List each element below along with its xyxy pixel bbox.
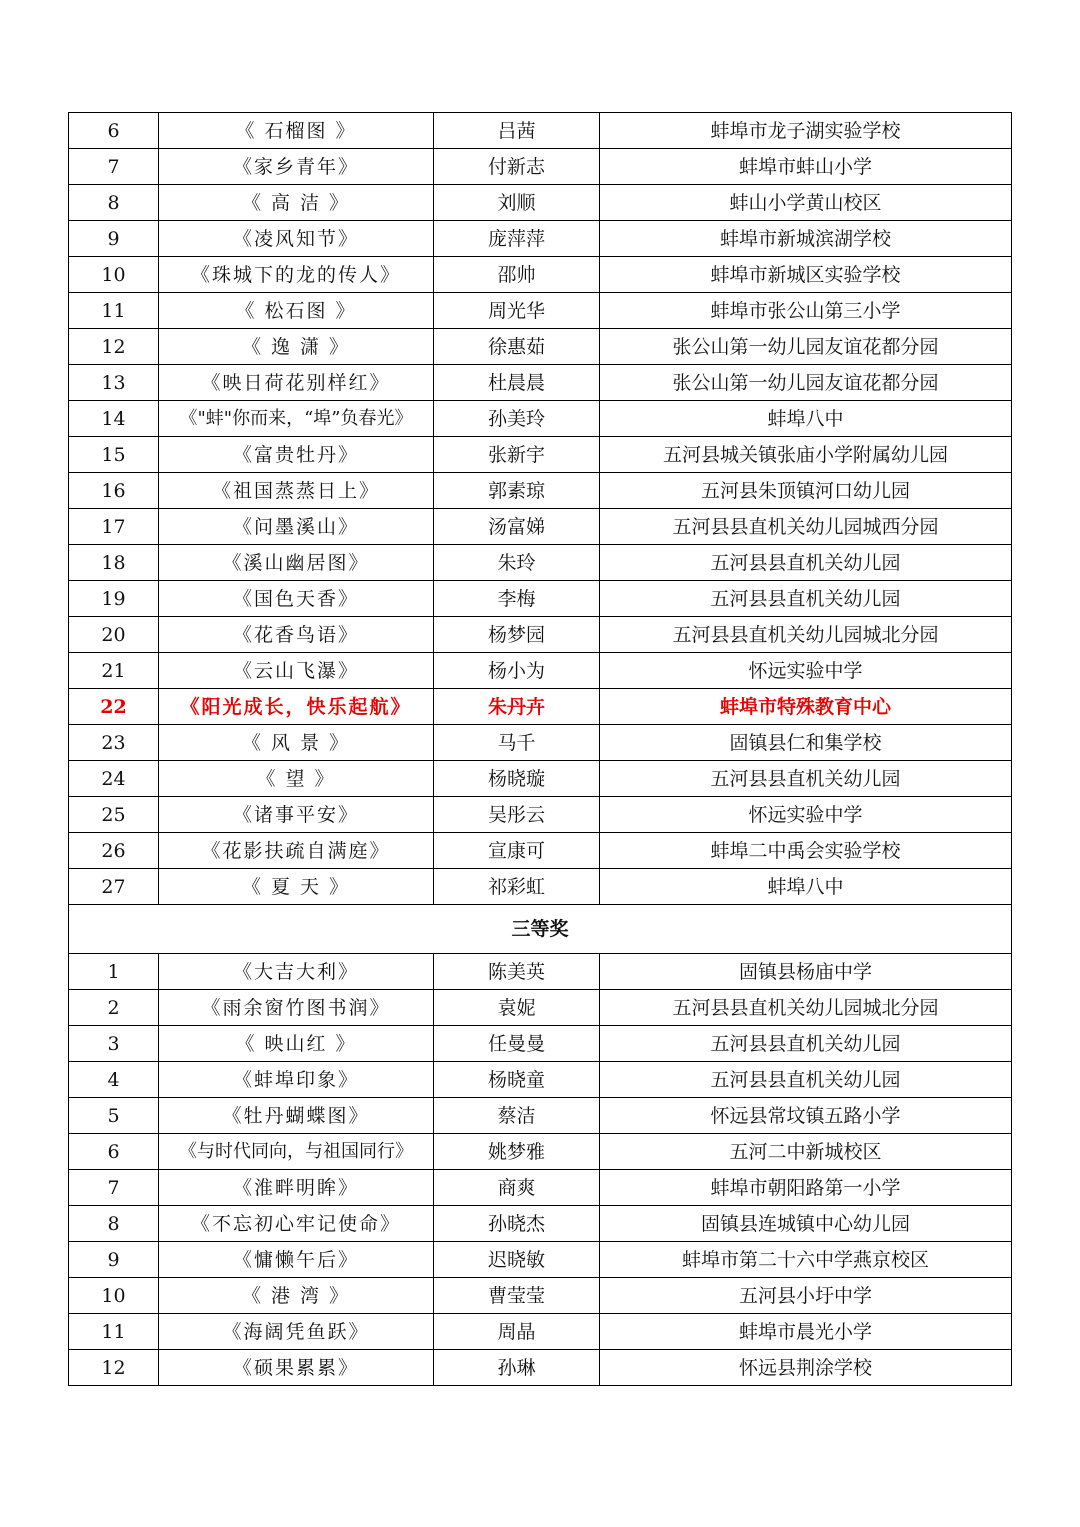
table-row bbox=[69, 1350, 1012, 1386]
work-title: 《淮畔明眸》 bbox=[159, 1170, 434, 1206]
row-number: 11 bbox=[69, 1314, 159, 1350]
row-number: 23 bbox=[69, 725, 159, 761]
work-title: 《诸事平安》 bbox=[159, 797, 434, 833]
author-name: 郭素琼 bbox=[434, 473, 600, 509]
award-list-table bbox=[68, 112, 1012, 1386]
row-number: 8 bbox=[69, 185, 159, 221]
author-name: 吴彤云 bbox=[434, 797, 600, 833]
work-title: 《海阔凭鱼跃》 bbox=[159, 1314, 434, 1350]
author-unit: 怀远实验中学 bbox=[600, 797, 1012, 833]
row-number: 10 bbox=[69, 257, 159, 293]
table-row bbox=[69, 869, 1012, 905]
author-unit: 怀远县荆涂学校 bbox=[600, 1350, 1012, 1386]
row-number: 27 bbox=[69, 869, 159, 905]
work-title: 《 风 景 》 bbox=[159, 725, 434, 761]
author-unit: 固镇县杨庙中学 bbox=[600, 954, 1012, 990]
table-row bbox=[69, 581, 1012, 617]
work-title: 《问墨溪山》 bbox=[159, 509, 434, 545]
table-row bbox=[69, 954, 1012, 990]
row-number: 11 bbox=[69, 293, 159, 329]
work-title: 《映日荷花别样红》 bbox=[159, 365, 434, 401]
author-unit: 蚌埠市晨光小学 bbox=[600, 1314, 1012, 1350]
work-title: 《溪山幽居图》 bbox=[159, 545, 434, 581]
row-number: 19 bbox=[69, 581, 159, 617]
table-row bbox=[69, 401, 1012, 437]
author-unit: 五河县县直机关幼儿园城西分园 bbox=[600, 509, 1012, 545]
author-unit: 五河县县直机关幼儿园 bbox=[600, 581, 1012, 617]
work-title: 《珠城下的龙的传人》 bbox=[159, 257, 434, 293]
author-unit: 蚌埠市蚌山小学 bbox=[600, 149, 1012, 185]
author-name: 周光华 bbox=[434, 293, 600, 329]
row-number: 5 bbox=[69, 1098, 159, 1134]
third-prize-section bbox=[69, 954, 1012, 1386]
author-name: 付新志 bbox=[434, 149, 600, 185]
author-unit: 蚌山小学黄山校区 bbox=[600, 185, 1012, 221]
second-prize-section bbox=[69, 113, 1012, 905]
author-unit: 固镇县仁和集学校 bbox=[600, 725, 1012, 761]
row-number: 8 bbox=[69, 1206, 159, 1242]
table-row bbox=[69, 437, 1012, 473]
row-number: 17 bbox=[69, 509, 159, 545]
row-number: 24 bbox=[69, 761, 159, 797]
author-name: 汤富娣 bbox=[434, 509, 600, 545]
author-name: 马千 bbox=[434, 725, 600, 761]
work-title: 《蚌埠印象》 bbox=[159, 1062, 434, 1098]
row-number: 6 bbox=[69, 113, 159, 149]
author-name: 迟晓敏 bbox=[434, 1242, 600, 1278]
work-title: 《大吉大利》 bbox=[159, 954, 434, 990]
author-unit: 蚌埠市第二十六中学燕京校区 bbox=[600, 1242, 1012, 1278]
author-name: 商爽 bbox=[434, 1170, 600, 1206]
work-title: 《不忘初心牢记使命》 bbox=[159, 1206, 434, 1242]
work-title: 《牡丹蝴蝶图》 bbox=[159, 1098, 434, 1134]
author-name: 陈美英 bbox=[434, 954, 600, 990]
table-row bbox=[69, 113, 1012, 149]
author-name: 孙晓杰 bbox=[434, 1206, 600, 1242]
work-title: 《 映山红 》 bbox=[159, 1026, 434, 1062]
work-title: 《"蚌"你而来，“埠”负春光》 bbox=[159, 401, 434, 437]
work-title: 《家乡青年》 bbox=[159, 149, 434, 185]
row-number: 14 bbox=[69, 401, 159, 437]
work-title: 《慵懒午后》 bbox=[159, 1242, 434, 1278]
author-unit: 怀远实验中学 bbox=[600, 653, 1012, 689]
table-row bbox=[69, 1026, 1012, 1062]
row-number: 16 bbox=[69, 473, 159, 509]
row-number: 25 bbox=[69, 797, 159, 833]
author-name: 曹莹莹 bbox=[434, 1278, 600, 1314]
author-name: 朱玲 bbox=[434, 545, 600, 581]
author-unit: 张公山第一幼儿园友谊花都分园 bbox=[600, 329, 1012, 365]
row-number: 22 bbox=[69, 689, 159, 725]
row-number: 4 bbox=[69, 1062, 159, 1098]
author-name: 庞萍萍 bbox=[434, 221, 600, 257]
row-number: 9 bbox=[69, 1242, 159, 1278]
author-unit: 固镇县连城镇中心幼儿园 bbox=[600, 1206, 1012, 1242]
row-number: 12 bbox=[69, 329, 159, 365]
work-title: 《 松石图 》 bbox=[159, 293, 434, 329]
table-row bbox=[69, 761, 1012, 797]
table-row bbox=[69, 545, 1012, 581]
author-unit: 蚌埠市龙子湖实验学校 bbox=[600, 113, 1012, 149]
table-row bbox=[69, 185, 1012, 221]
author-unit: 五河县县直机关幼儿园 bbox=[600, 1062, 1012, 1098]
work-title: 《硕果累累》 bbox=[159, 1350, 434, 1386]
author-name: 李梅 bbox=[434, 581, 600, 617]
author-unit: 蚌埠市特殊教育中心 bbox=[600, 689, 1012, 725]
third-prize-heading-section bbox=[69, 905, 1012, 954]
author-unit: 蚌埠市新城滨湖学校 bbox=[600, 221, 1012, 257]
author-name: 杨晓童 bbox=[434, 1062, 600, 1098]
row-number: 9 bbox=[69, 221, 159, 257]
table-row bbox=[69, 725, 1012, 761]
work-title: 《花影扶疏自满庭》 bbox=[159, 833, 434, 869]
author-name: 刘顺 bbox=[434, 185, 600, 221]
author-name: 杨晓璇 bbox=[434, 761, 600, 797]
work-title: 《国色天香》 bbox=[159, 581, 434, 617]
author-unit: 五河县县直机关幼儿园 bbox=[600, 545, 1012, 581]
author-unit: 五河县城关镇张庙小学附属幼儿园 bbox=[600, 437, 1012, 473]
table-row bbox=[69, 1206, 1012, 1242]
author-name: 张新宇 bbox=[434, 437, 600, 473]
table-row bbox=[69, 221, 1012, 257]
table-row bbox=[69, 149, 1012, 185]
work-title: 《 夏 天 》 bbox=[159, 869, 434, 905]
work-title: 《花香鸟语》 bbox=[159, 617, 434, 653]
row-number: 6 bbox=[69, 1134, 159, 1170]
work-title: 《云山飞瀑》 bbox=[159, 653, 434, 689]
row-number: 21 bbox=[69, 653, 159, 689]
author-name: 祁彩虹 bbox=[434, 869, 600, 905]
work-title: 《阳光成长，快乐起航》 bbox=[159, 689, 434, 725]
row-number: 26 bbox=[69, 833, 159, 869]
work-title: 《与时代同向，与祖国同行》 bbox=[159, 1134, 434, 1170]
row-number: 2 bbox=[69, 990, 159, 1026]
author-unit: 五河县县直机关幼儿园城北分园 bbox=[600, 617, 1012, 653]
author-name: 周晶 bbox=[434, 1314, 600, 1350]
work-title: 《富贵牡丹》 bbox=[159, 437, 434, 473]
author-name: 徐惠茹 bbox=[434, 329, 600, 365]
work-title: 《 港 湾 》 bbox=[159, 1278, 434, 1314]
row-number: 7 bbox=[69, 1170, 159, 1206]
row-number: 15 bbox=[69, 437, 159, 473]
author-unit: 蚌埠市朝阳路第一小学 bbox=[600, 1170, 1012, 1206]
author-unit: 蚌埠市新城区实验学校 bbox=[600, 257, 1012, 293]
table-row bbox=[69, 833, 1012, 869]
table-row bbox=[69, 509, 1012, 545]
author-unit: 怀远县常坟镇五路小学 bbox=[600, 1098, 1012, 1134]
author-unit: 五河县朱顶镇河口幼儿园 bbox=[600, 473, 1012, 509]
author-name: 孙美玲 bbox=[434, 401, 600, 437]
author-name: 杨小为 bbox=[434, 653, 600, 689]
table-row bbox=[69, 653, 1012, 689]
table-row bbox=[69, 257, 1012, 293]
row-number: 12 bbox=[69, 1350, 159, 1386]
work-title: 《雨余窗竹图书润》 bbox=[159, 990, 434, 1026]
author-name: 吕茜 bbox=[434, 113, 600, 149]
table-row bbox=[69, 1314, 1012, 1350]
author-name: 任曼曼 bbox=[434, 1026, 600, 1062]
author-unit: 五河二中新城校区 bbox=[600, 1134, 1012, 1170]
author-unit: 五河县县直机关幼儿园 bbox=[600, 1026, 1012, 1062]
table-row bbox=[69, 329, 1012, 365]
work-title: 《 望 》 bbox=[159, 761, 434, 797]
author-name: 宣康可 bbox=[434, 833, 600, 869]
table-row bbox=[69, 293, 1012, 329]
table-row bbox=[69, 1062, 1012, 1098]
table-row bbox=[69, 1170, 1012, 1206]
table-row bbox=[69, 689, 1012, 725]
work-title: 《凌风知节》 bbox=[159, 221, 434, 257]
author-name: 杨梦园 bbox=[434, 617, 600, 653]
author-name: 袁妮 bbox=[434, 990, 600, 1026]
section-heading-row bbox=[69, 905, 1012, 954]
author-name: 邵帅 bbox=[434, 257, 600, 293]
author-unit: 五河县县直机关幼儿园 bbox=[600, 761, 1012, 797]
third-prize-heading: 三等奖 bbox=[69, 905, 1012, 954]
row-number: 20 bbox=[69, 617, 159, 653]
author-unit: 五河县县直机关幼儿园城北分园 bbox=[600, 990, 1012, 1026]
row-number: 7 bbox=[69, 149, 159, 185]
table-row bbox=[69, 1134, 1012, 1170]
author-name: 蔡洁 bbox=[434, 1098, 600, 1134]
work-title: 《 高 洁 》 bbox=[159, 185, 434, 221]
author-unit: 蚌埠市张公山第三小学 bbox=[600, 293, 1012, 329]
row-number: 10 bbox=[69, 1278, 159, 1314]
table-row bbox=[69, 365, 1012, 401]
table-row bbox=[69, 797, 1012, 833]
table-row bbox=[69, 1242, 1012, 1278]
author-unit: 张公山第一幼儿园友谊花都分园 bbox=[600, 365, 1012, 401]
table-row bbox=[69, 1278, 1012, 1314]
author-name: 杜晨晨 bbox=[434, 365, 600, 401]
work-title: 《 石榴图 》 bbox=[159, 113, 434, 149]
table-row bbox=[69, 1098, 1012, 1134]
row-number: 13 bbox=[69, 365, 159, 401]
work-title: 《祖国蒸蒸日上》 bbox=[159, 473, 434, 509]
author-unit: 蚌埠八中 bbox=[600, 401, 1012, 437]
author-unit: 五河县小圩中学 bbox=[600, 1278, 1012, 1314]
table-row bbox=[69, 473, 1012, 509]
author-unit: 蚌埠八中 bbox=[600, 869, 1012, 905]
row-number: 18 bbox=[69, 545, 159, 581]
table-row bbox=[69, 617, 1012, 653]
author-unit: 蚌埠二中禹会实验学校 bbox=[600, 833, 1012, 869]
author-name: 孙琳 bbox=[434, 1350, 600, 1386]
table-row bbox=[69, 990, 1012, 1026]
row-number: 3 bbox=[69, 1026, 159, 1062]
author-name: 姚梦雅 bbox=[434, 1134, 600, 1170]
author-name: 朱丹卉 bbox=[434, 689, 600, 725]
work-title: 《 逸 潇 》 bbox=[159, 329, 434, 365]
row-number: 1 bbox=[69, 954, 159, 990]
